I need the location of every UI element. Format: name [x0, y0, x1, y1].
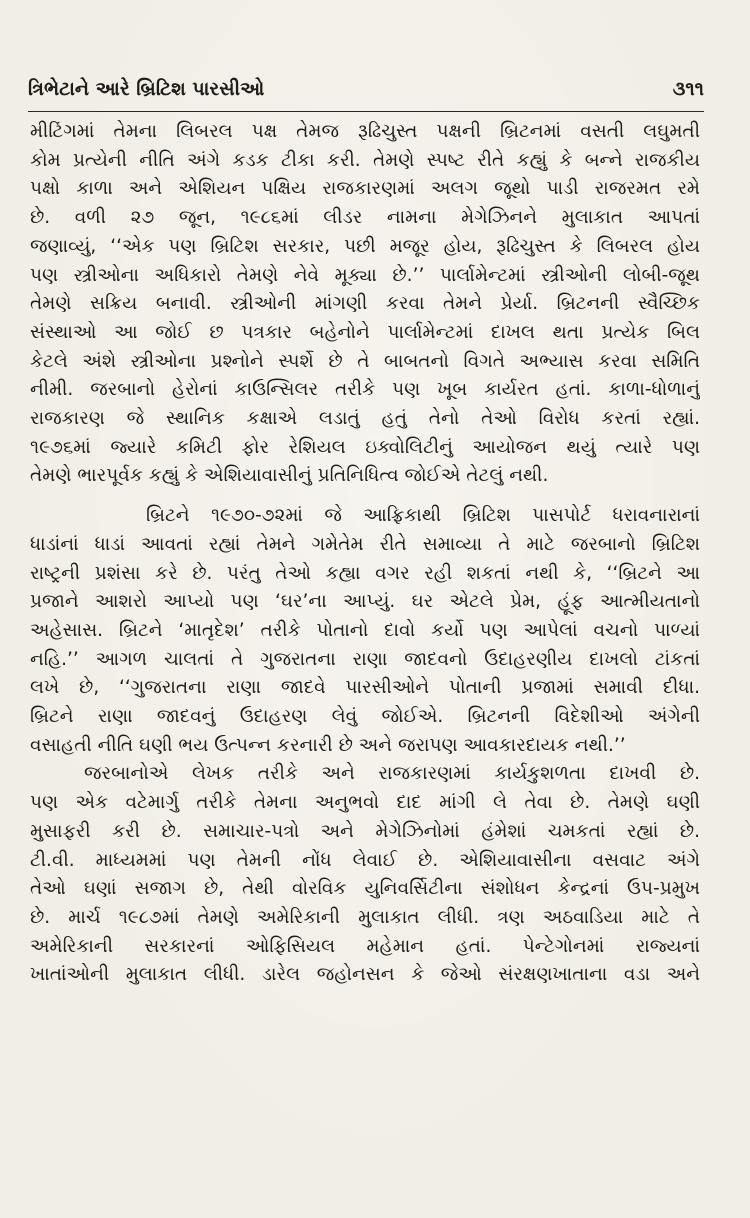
text-line: રાષ્ટ્રની પ્રશંસા કરે છે. પરંતુ તેઓ કહ્યા વગર રહી શકતાં નથી કે, ‘‘બ્રિટને આ	[30, 562, 700, 584]
text-line: પણ સ્ત્રીઓના અધિકારો તેમણે નેવે મૂક્યા છે.’’ પાર્લામેન્ટમાં સ્ત્રીઓની લોબી-જૂથ	[30, 264, 700, 286]
text-line: છે. માર્ચ ૧૯૮૭માં તેમણે અમેરિકાની મુલાકાત લીધી. ત્રણ અઠવાડિયા માટે તે	[30, 906, 700, 928]
text-line: ખાતાંઓની મુલાકાત લીધી. ડારેલ જહોનસન કે જેઓ સંરક્ષણખાતાના વડા અને	[30, 964, 700, 986]
text-line: મીટિંગમાં તેમના લિબરલ પક્ષ તેમજ રૂઢિચુસ્ત પક્ષની બ્રિટનમાં વસતી લઘુમતી	[30, 121, 700, 142]
text-line: જરબાનોએ લેખક તરીકે અને રાજકારણમાં કાર્યકુશળતા દાખવી છે.	[84, 763, 700, 785]
text-line: વસાહતી નીતિ ઘણી ભય ઉત્પન્ન કરનારી છે અને જરાપણ આવકારદાયક નથી.’’	[30, 734, 626, 756]
text-line: નહિ.’’ આગળ ચાલતાં તે ગુજરાતના રાણા જાદવનો ઉદાહરણીય દાખલો ટાંકતાં	[30, 648, 700, 670]
text-line: અહેસાસ. બ્રિટને ‘માતૃદેશ’ તરીકે પોતાનો દાવો કર્યો પણ આપેલાં વચનો પાળ્યાં	[30, 619, 700, 641]
text-line: લખે છે, ‘‘ગુજરાતના રાણા જાદવે પારસીઓને પોતાની પ્રજામાં સમાવી દીધા.	[30, 677, 700, 699]
running-header	[28, 74, 704, 108]
chapter-title: ત્રિભેટાને આરે બ્રિટિશ પારસીઓ	[28, 78, 265, 100]
text-line: રાજકારણ જે સ્થાનિક કક્ષાએ લડાતું હતું તેનો તેઓ વિરોધ કરતાં રહ્યાં.	[30, 408, 700, 430]
text-line: જણાવ્યું, ‘‘એક પણ બ્રિટિશ સરકાર, પછી મજૂર હોય, રૂઢિચુસ્ત કે લિબરલ હોય	[30, 235, 700, 257]
text-line: ધાડાંનાં ધાડાં આવતાં રહ્યાં તેમને ગમેતેમ રીતે સમાવ્યા તે માટે જરબાનો બ્રિટિશ	[30, 533, 700, 555]
text-line: પણ એક વટેમાર્ગુ તરીકે તેમના અનુભવો દાદ માંગી લે તેવા છે. તેમણે ઘણી	[30, 792, 700, 814]
header-rule	[28, 111, 704, 112]
text-line: બ્રિટને ૧૯૭૦-૭૨માં જે આફ્રિકાથી બ્રિટિશ પાસપોર્ટ ધરાવનારાનાં	[146, 505, 700, 527]
text-line: છે. વળી ૨૭ જૂન, ૧૯૮૬માં લીડર નામના મેગેઝિનને મુલાકાત આપતાં	[30, 207, 700, 229]
text-line: તેઓ ઘણાં સજાગ છે, તેથી વોરવિક યુનિવર્સિટીના સંશોધન કેન્દ્રનાં ઉપ-પ્રમુખ	[30, 878, 700, 900]
text-line: ટી.વી. માધ્યમમાં પણ તેમની નોંધ લેવાઈ છે. એશિયાવાસીના વસવાટ અંગે	[30, 849, 700, 871]
paragraph-3	[30, 760, 700, 990]
text-line: કોમ પ્રત્યેની નીતિ અંગે કડક ટીકા કરી. તેમણે સ્પષ્ટ રીતે કહ્યું કે બન્ને રાજકીય	[30, 149, 700, 171]
text-line: સંસ્થાઓ આ જોઈ છ પત્રકાર બહેનોને પાર્લામેન્ટમાં દાખલ થતા પ્રત્યેક બિલ	[30, 321, 700, 343]
page-number: ૩૧૧	[672, 78, 704, 100]
text-line: તેમણે સક્રિય બનાવી. સ્ત્રીઓની માંગણી કરવા તેમને પ્રેર્યા. બ્રિટનની સ્વૈચ્છિક	[30, 293, 700, 315]
text-line: અમેરિકાની સરકારનાં ઓફિસિયલ મહેમાન હતાં. પેન્ટેગોનમાં રાજ્યનાં	[30, 935, 700, 957]
body-text	[30, 118, 700, 990]
text-line: કેટલે અંશે સ્ત્રીઓના પ્રશ્નોને સ્પર્શે છે તે બાબતનો વિગતે અભ્યાસ કરવા સમિતિ	[30, 350, 700, 372]
text-line: તેમણે ભારપૂર્વક કહ્યું કે એશિયાવાસીનું પ્રતિનિધિત્વ જોઈએ તેટલું નથી.	[30, 465, 549, 487]
paragraph-1	[30, 118, 700, 491]
paragraph-spacer	[30, 491, 700, 502]
paragraph-2	[30, 502, 700, 760]
text-line: પક્ષો કાળા અને એશિયન પક્ષિય રાજકારણમાં અલગ જૂથો પાડી રાજરમત રમે	[30, 178, 700, 200]
text-line: પ્રજાને આશરો આપ્યો પણ ‘ઘર’ના આપ્યું. ઘર એટલે પ્રેમ, હૂંફ આત્મીયતાનો	[30, 591, 700, 613]
text-line: બ્રિટને રાણા જાદવનું ઉદાહરણ લેવું જોઈએ. બ્રિટનની વિદેશીઓ અંગેની	[30, 706, 700, 728]
text-line: મુસાફરી કરી છે. સમાચાર-પત્રો અને મેગેઝિનોમાં હંમેશાં ચમકતાં રહ્યાં છે.	[30, 820, 700, 842]
text-line: નીમી. જરબાનો હેરોનાં કાઉન્સિલર તરીકે પણ ખૂબ કાર્યરત હતાં. કાળા-ધોળાનું	[30, 379, 700, 401]
text-line: ૧૯૭૬માં જ્યારે કમિટી ફોર રેશિયલ ઇક્વોલિટીનું આયોજન થયું ત્યારે પણ	[30, 436, 700, 458]
